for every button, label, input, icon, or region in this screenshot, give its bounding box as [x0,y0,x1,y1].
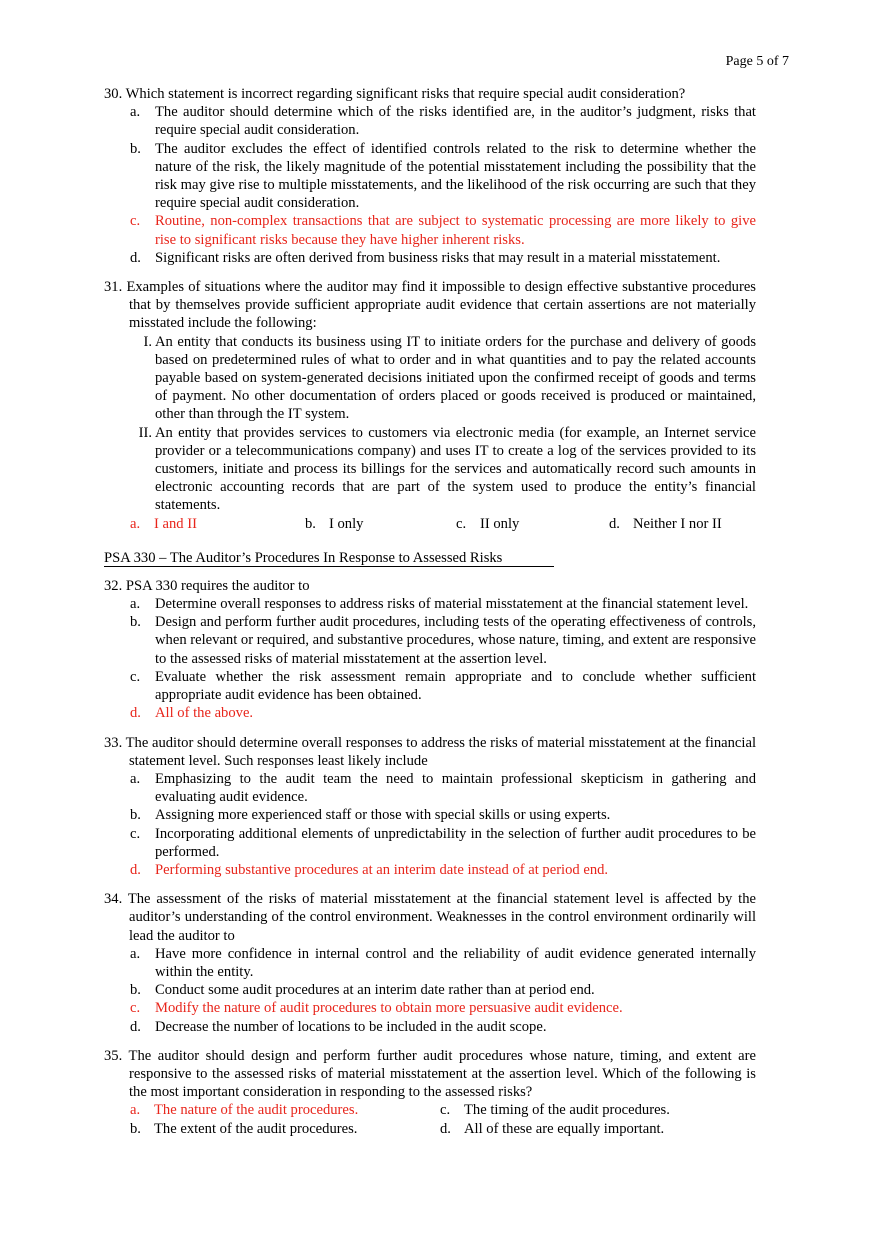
option-b: b. The auditor excludes the effect of identified controls related to the risk to determine whether the nature of the risk, the likely magnitude of the potential misstatement including the possibility that the risk may give rise to multiple misstatements, and the likelihood of the risk occurring are such that they require special audit consideration. [130,140,756,212]
question-35 [104,1047,756,1138]
question-32 [104,577,756,723]
options-row [104,515,756,533]
options-grid [104,1101,756,1137]
option-b: b. Assigning more experienced staff or those with special skills or using experts. [130,807,611,824]
option-d: d. All of these are equally important. [440,1120,665,1137]
option-a: a. Emphasizing to the audit team the need to maintain professional skepticism in gathering and evaluating audit evidence. [130,770,756,806]
page-number: Page 5 of 7 [725,54,789,69]
question-33 [104,734,756,880]
option-a: a. Have more confidence in internal control and the reliability of audit evidence generated internally within the entity. [130,945,756,980]
option-d-answer: d. Performing substantive procedures at an interim date instead of at period end. [130,861,609,878]
option-c: c. Incorporating additional elements of unpredictability in the selection of further audit procedures to be performed. [130,825,756,860]
question-stem: 35. The auditor should design and perform further audit procedures whose nature, timing, and extent are responsive to the assessed risks of material misstatement at the assertion level. Which of the following is the most important consideration in responding to the assessed risks? [104,1047,756,1101]
statement-ii: II. An entity that provides services to customers via electronic media (for example, an Internet service provider or a telecommunications company) and uses IT to create a log of the services provided to its customers, initiate and process its billings for the services and automatically record such amounts in electronic accounting records that are part of the system used to produce the entity’s financial statements. [138,424,756,514]
question-31 [104,278,756,533]
option-d-answer: d. All of the above. [130,705,254,722]
question-34 [104,890,756,1036]
option-b: b. I only [305,515,364,532]
section-heading: PSA 330 – The Auditor’s Procedures In Response to Assessed Risks [104,550,554,567]
option-d: d. Decrease the number of locations to be included in the audit scope. [130,1018,547,1035]
option-d: d. Neither I nor II [609,515,722,532]
question-stem: 30. Which statement is incorrect regarding significant risks that require special audit consideration? [104,86,686,102]
option-d: d. Significant risks are often derived from business risks that may result in a material misstatement. [130,249,721,266]
option-b: b. Conduct some audit procedures at an interim date rather than at period end. [130,982,595,999]
option-a-answer: a. The nature of the audit procedures. [130,1102,359,1119]
option-a: a. The auditor should determine which of the risks identified are, in the auditor’s judgment, risks that require special audit consideration. [130,104,756,139]
question-stem: 34. The assessment of the risks of material misstatement at the financial statement level is affected by the auditor’s understanding of the control environment. Weaknesses in the control environment ordinarily will lead the auditor to [104,891,756,944]
option-a: a. Determine overall responses to address risks of material misstatement at the financial statement level. [130,596,749,613]
option-c-answer: c. Routine, non-complex transactions that are subject to systematic processing are more likely to give rise to significant risks because they have higher inherent risks. [130,213,756,248]
option-c: c. The timing of the audit procedures. [440,1102,670,1119]
option-c: c. II only [456,515,520,532]
question-stem: 31. Examples of situations where the auditor may find it impossible to design effective substantive procedures that by themselves provide sufficient appropriate audit evidence that certain assertions are not materially misstated include the following: [104,279,756,332]
option-c-answer: c. Modify the nature of audit procedures to obtain more persuasive audit evidence. [130,1000,623,1017]
option-b: b. Design and perform further audit procedures, including tests of the operating effectiveness of controls, when relevant or required, and substantive procedures, whose nature, timing, and extent are responsive to the assessed risks of material misstatement at the assertion level. [130,614,756,667]
option-c: c. Evaluate whether the risk assessment remain appropriate and to conclude whether sufficient appropriate audit evidence has been obtained. [130,668,756,704]
statement-i: I. An entity that conducts its business using IT to initiate orders for the purchase and delivery of goods based on predetermined rules of what to order and in what quantities and to pay the related accounts payable based on system-generated decisions initiated upon the confirmed receipt of goods and terms of payment. No other documentation of orders placed or goods received is produced or maintained, other than through the IT system. [143,333,756,423]
option-b: b. The extent of the audit procedures. [130,1120,358,1137]
option-a-answer: a. I and II [130,515,197,532]
question-stem: 32. PSA 330 requires the auditor to [104,577,310,594]
question-stem: 33. The auditor should determine overall responses to address the risks of material misstatement at the financial statement level. Such responses least likely include [104,734,756,769]
question-30 [104,85,756,267]
page-content [104,85,756,1149]
